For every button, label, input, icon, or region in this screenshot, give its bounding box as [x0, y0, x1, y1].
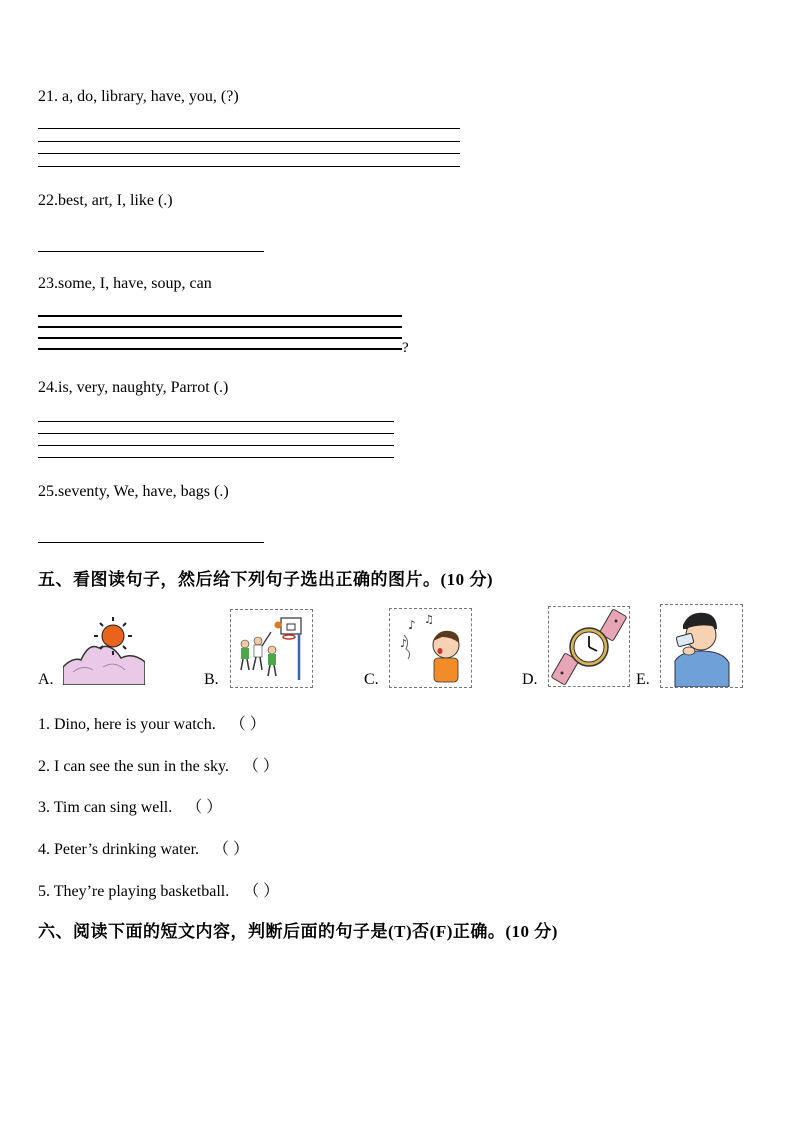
- answer-line: [38, 445, 394, 446]
- answer-line: [38, 421, 394, 422]
- section-5-heading: 五、看图读句子，然后给下列句子选出正确的图片。(10 分): [38, 570, 494, 589]
- answer-blank[interactable]: （ ）: [186, 799, 223, 816]
- question-22: 22.best, art, I, like (.): [38, 192, 173, 209]
- answer-line: [38, 141, 460, 142]
- answer-line: [38, 348, 402, 350]
- children-playing-basketball-icon: [230, 609, 313, 688]
- answer-line: [38, 251, 264, 252]
- sentence-3: 3. Tim can sing well. （ ）: [38, 794, 222, 817]
- section-6-heading: 六、阅读下面的短文内容，判断后面的句子是(T)否(F)正确。(10 分): [38, 922, 558, 941]
- answer-blank[interactable]: （ ）: [213, 841, 250, 858]
- answer-line: [38, 433, 394, 434]
- answer-line: [38, 315, 402, 317]
- answer-blank[interactable]: （ ）: [243, 883, 280, 900]
- option-letter-a: A.: [38, 671, 54, 688]
- question-23-end-mark: ?: [402, 340, 409, 356]
- answer-line: [38, 326, 402, 328]
- question-23: 23.some, I, have, soup, can: [38, 275, 212, 292]
- sentence-4: 4. Peter’s drinking water. （ ）: [38, 836, 249, 859]
- answer-line: [38, 457, 394, 458]
- svg-text:♫: ♫: [424, 613, 434, 626]
- boy-singing-icon: [389, 608, 472, 688]
- answer-line: [38, 128, 460, 129]
- question-25: 25.seventy, We, have, bags (.): [38, 483, 229, 500]
- answer-line: [38, 166, 460, 167]
- question-24: 24.is, very, naughty, Parrot (.): [38, 379, 229, 396]
- answer-blank[interactable]: （ ）: [242, 758, 279, 775]
- sentence-5: 5. They’re playing basketball. （ ）: [38, 878, 279, 901]
- svg-text:♪: ♪: [400, 637, 408, 650]
- svg-text:♪: ♪: [408, 618, 416, 632]
- option-letter-d: D.: [522, 671, 538, 688]
- option-letter-e: E.: [636, 671, 650, 688]
- answer-line: [38, 542, 264, 543]
- boy-drinking-icon: [660, 604, 743, 688]
- sentence-2: 2. I can see the sun in the sky. （ ）: [38, 753, 279, 776]
- sentence-1: 1. Dino, here is your watch. （ ）: [38, 711, 266, 734]
- option-letter-b: B.: [204, 671, 219, 688]
- answer-line: [38, 337, 402, 339]
- sun-over-mountain-icon: [63, 612, 145, 685]
- answer-line: [38, 153, 460, 154]
- wristwatch-icon: [548, 606, 630, 687]
- option-letter-c: C.: [364, 671, 379, 688]
- answer-blank[interactable]: （ ）: [229, 716, 266, 733]
- question-21: 21. a, do, library, have, you, (?): [38, 88, 239, 105]
